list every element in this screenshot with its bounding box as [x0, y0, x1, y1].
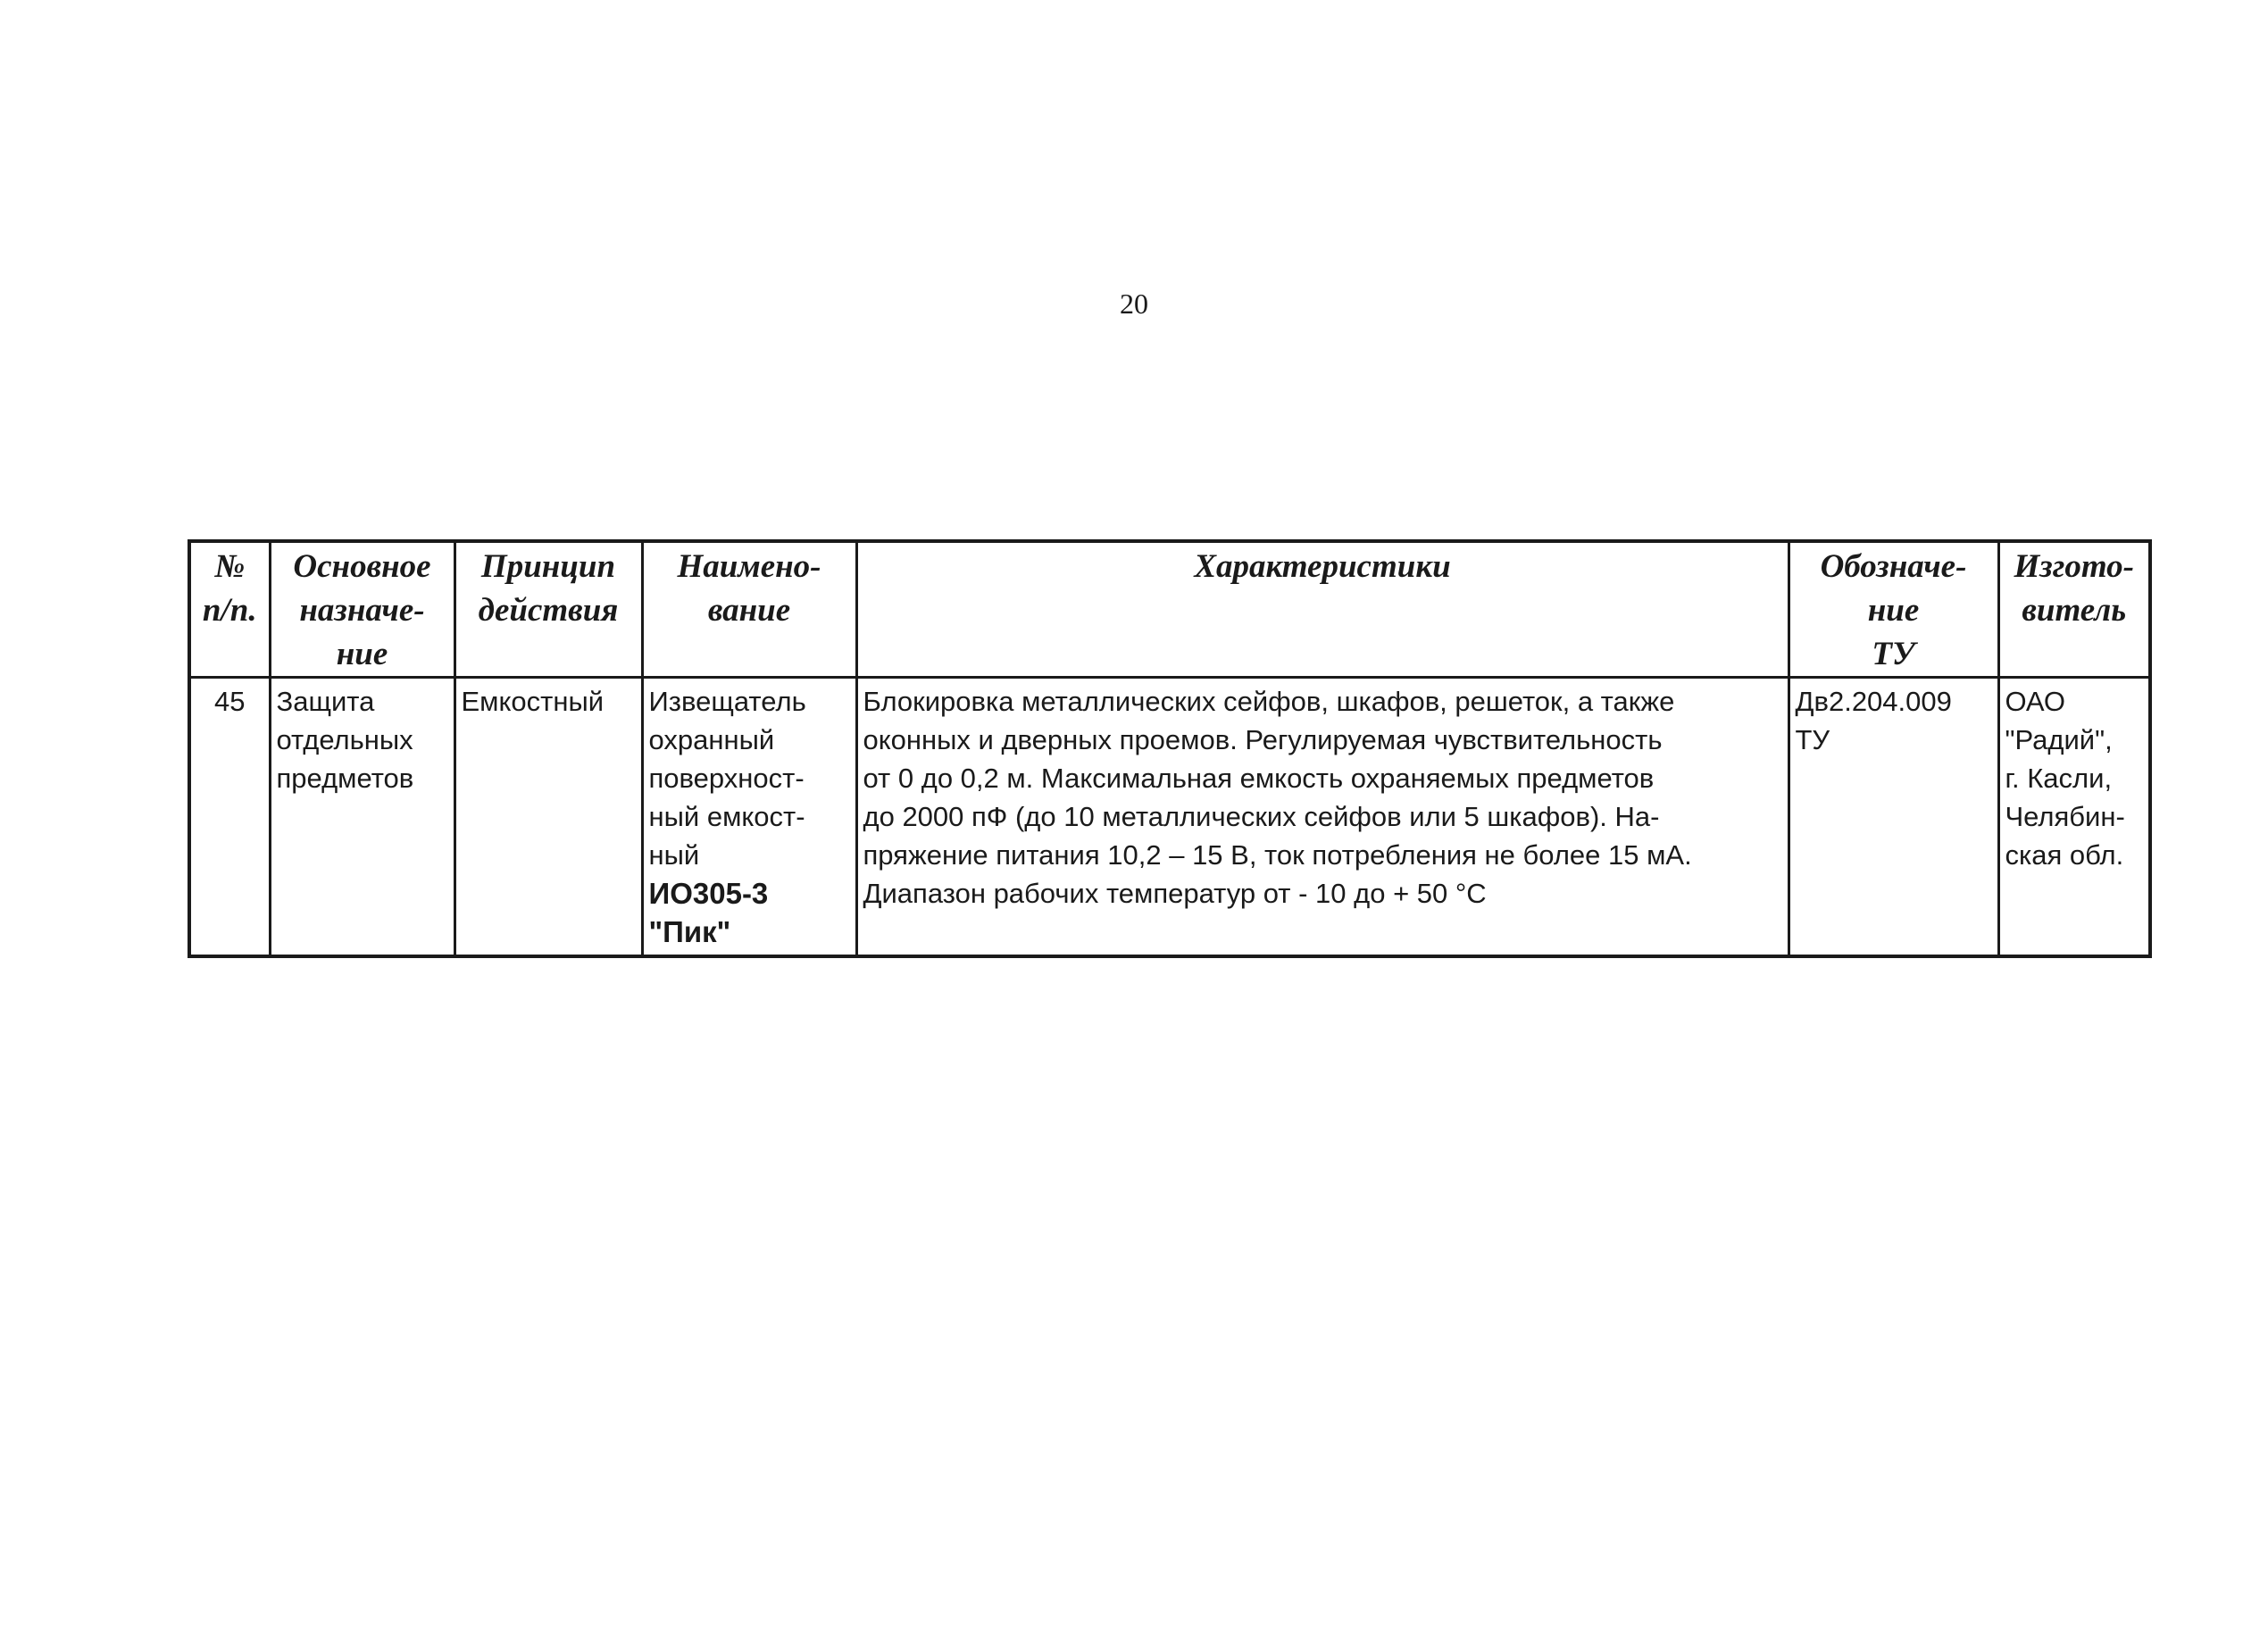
cell-num — [189, 678, 270, 957]
cell-characteristics-line: от 0 до 0,2 м. Максимальная емкость охраняемых предметов — [863, 763, 1655, 794]
cell-name-model: ИО305-3 — [648, 877, 769, 910]
equipment-spec-table — [188, 539, 2152, 958]
header-principle — [454, 541, 642, 678]
cell-characteristics-line: пряжение питания 10,2 – 15 В, ток потребления не более 15 мА. — [863, 839, 1692, 871]
header-name-line: вание — [707, 592, 791, 629]
table-header-row — [189, 541, 2150, 678]
header-purpose-line: назначе- — [299, 592, 425, 629]
header-characteristics-line: Характеристики — [1194, 548, 1451, 585]
header-principle-line: Принцип — [480, 548, 616, 585]
header-name — [642, 541, 856, 678]
cell-characteristics-line: оконных и дверных проемов. Регулируемая чувствительность — [863, 724, 1663, 755]
cell-purpose — [270, 678, 454, 957]
cell-characteristics-line: до 2000 пФ (до 10 металлических сейфов или 5 шкафов). На- — [863, 801, 1660, 832]
cell-name-line: Извещатель — [648, 686, 806, 717]
cell-principle-line: Емкостный — [461, 686, 605, 717]
cell-name-line: ный емкост- — [648, 801, 805, 832]
header-designation-line: Обозначе- — [1820, 548, 1967, 585]
header-num — [189, 541, 270, 678]
header-purpose — [270, 541, 454, 678]
cell-manufacturer — [1998, 678, 2150, 957]
header-characteristics — [856, 541, 1789, 678]
cell-manufacturer-line: "Радий", — [2005, 724, 2113, 755]
cell-name-line: охранный — [648, 724, 775, 755]
table-row — [189, 678, 2150, 957]
cell-purpose-line: отдельных — [276, 724, 413, 755]
cell-manufacturer-line: г. Касли, — [2005, 763, 2113, 794]
cell-name-line: поверхност- — [648, 763, 805, 794]
header-manufacturer — [1998, 541, 2150, 678]
cell-principle — [454, 678, 642, 957]
cell-purpose-line: Защита — [276, 686, 375, 717]
cell-characteristics — [856, 678, 1789, 957]
header-designation-line: ТУ — [1872, 636, 1915, 672]
cell-name — [642, 678, 856, 957]
page-number: 20 — [1120, 288, 1148, 320]
header-purpose-line: Основное — [293, 548, 431, 585]
header-name-line: Наимено- — [677, 548, 821, 585]
cell-num-value: 45 — [214, 686, 246, 717]
header-manufacturer-line: витель — [2022, 592, 2127, 629]
header-designation — [1789, 541, 1998, 678]
cell-name-line: ный — [648, 839, 700, 871]
cell-purpose-line: предметов — [276, 763, 414, 794]
cell-manufacturer-line: ОАО — [2005, 686, 2066, 717]
cell-designation-line: ТУ — [1795, 724, 1830, 755]
cell-manufacturer-line: Челябин- — [2005, 801, 2125, 832]
header-num-line: п/п. — [202, 592, 257, 629]
cell-characteristics-line: Блокировка металлических сейфов, шкафов, решеток, а также — [863, 686, 1675, 717]
header-num-line: № — [214, 548, 246, 585]
cell-designation — [1789, 678, 1998, 957]
cell-manufacturer-line: ская обл. — [2005, 839, 2124, 871]
cell-characteristics-line: Диапазон рабочих температур от - 10 до + 50 °С — [863, 878, 1487, 909]
header-purpose-line: ние — [336, 636, 388, 672]
header-manufacturer-line: Изгото- — [2014, 548, 2134, 585]
header-principle-line: действия — [478, 592, 619, 629]
cell-designation-line: Дв2.204.009 — [1795, 686, 1952, 717]
cell-name-model: "Пик" — [648, 915, 731, 948]
header-designation-line: ние — [1867, 592, 1920, 629]
